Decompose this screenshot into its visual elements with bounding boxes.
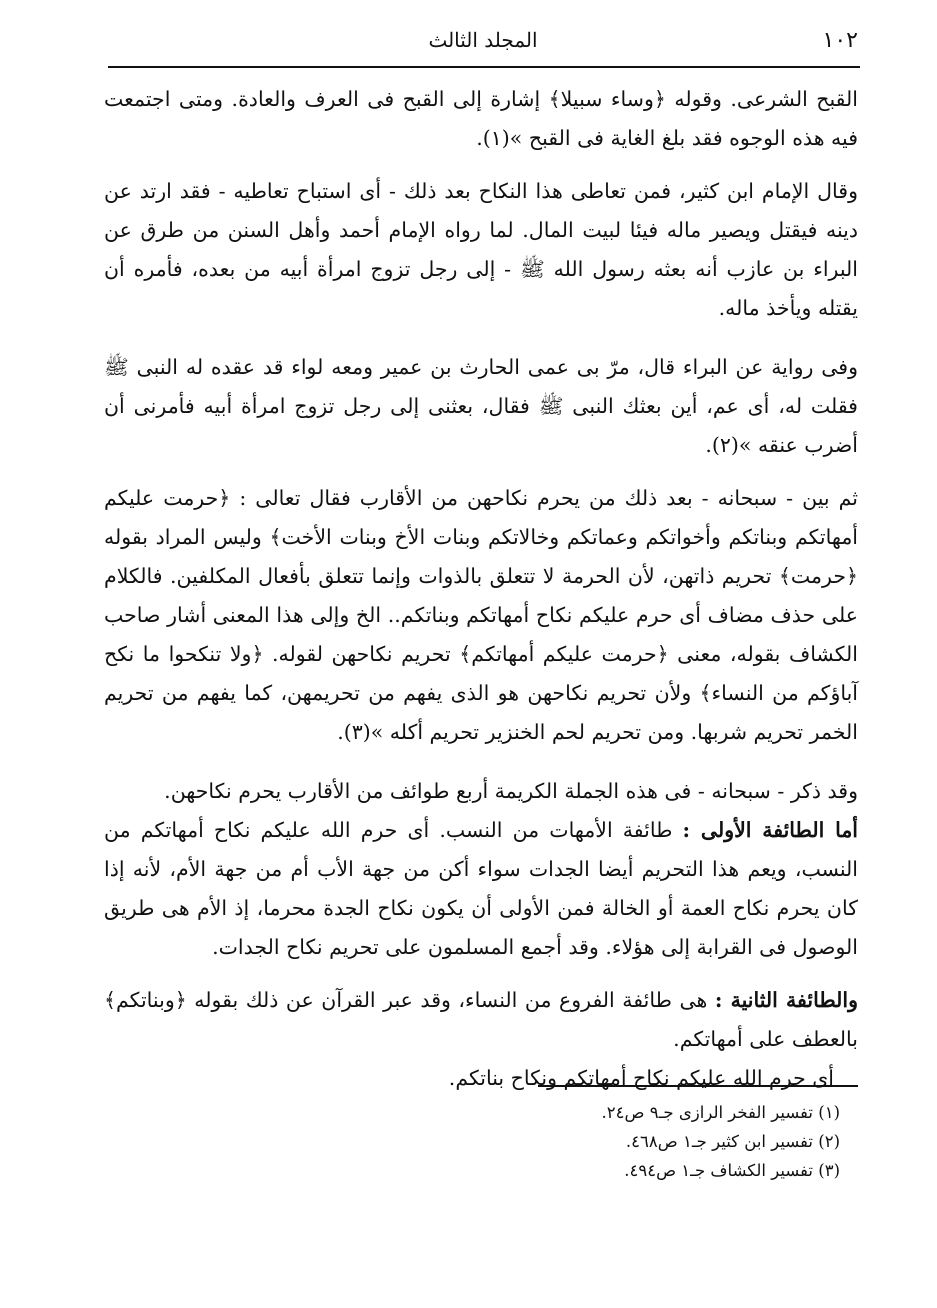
paragraph-2: وقال الإمام ابن كثير، فمن تعاطى هذا النكاح بعد ذلك - أى استباح تعاطيه - فقد ارتد عن دينه فيقتل ويصير ماله فيئا لبيت المال. لما رواه الإمام أحمد وأهل السنن من طرق عن البراء بن عازب أنه بعثه رسول الله ﷺ - إلى رجل تزوج امرأة أبيه من بعده، فأمره أن يقتله ويأخذ ماله. (104, 179, 858, 320)
running-title: المجلد الثالث (428, 28, 538, 52)
paragraph-6 (104, 811, 858, 967)
footnote-1: (١) تفسير الفخر الرازى جـ٩ ص٢٤. (601, 1103, 840, 1122)
page-header (108, 24, 858, 64)
page-number: ١٠٢ (822, 28, 858, 53)
paragraph-5: وقد ذكر - سبحانه - فى هذه الجملة الكريمة أربع طوائف من الأقارب يحرم نكاحهن. (164, 779, 858, 803)
footnote-3: (٣) تفسير الكشاف جـ١ ص٤٩٤. (624, 1161, 840, 1180)
paragraph-8: أى حرم الله عليكم نكاح أمهاتكم ونكاح بناتكم. (448, 1066, 834, 1090)
paragraph-6-text: طائفة الأمهات من النسب. أى حرم الله عليكم نكاح أمهاتكم من النسب، ويعم هذا التحريم أيضا الجدات سواء أكن من جهة الأب أم من جهة الأم، لأنه إذا كان يحرم نكاح العمة أو الخالة فمن الأولى أن يكون نكاح الجدة محرما، إذ الأم هى طريق الوصول فى القرابة إلى هؤلاء. وقد أجمع المسلمون على تحريم نكاح الجدات. (104, 818, 858, 959)
footnotes (480, 1098, 840, 1185)
main-text (104, 80, 858, 1098)
footnote-divider (538, 1085, 858, 1087)
paragraph-4: ثم بين - سبحانه - بعد ذلك من يحرم نكاحهن من الأقارب فقال تعالى : ﴿حرمت عليكم أمهاتكم وبناتكم وأخواتكم وعماتكم وخالاتكم وبنات الأخ وبنات الأخت﴾ وليس المراد بقوله ﴿حرمت﴾ تحريم ذاتهن، لأن الحرمة لا تتعلق بالذوات وإنما تتعلق بأفعال المكلفين. فالكلام على حذف مضاف أى حرم عليكم نكاح أمهاتكم وبناتكم.. الخ وإلى هذا المعنى أشار صاحب الكشاف بقوله، معنى ﴿حرمت عليكم أمهاتكم﴾ تحريم نكاحهن لقوله. ﴿ولا تنكحوا ما نكح آباؤكم من النساء﴾ ولأن تحريم نكاحهن هو الذى يفهم من تحريمهن، كما يفهم من تحريم الخمر تحريم شربها. ومن تحريم لحم الخنزير تحريم أكله »(٣). (104, 486, 858, 744)
paragraph-1: القبح الشرعى. وقوله ﴿وساء سبيلا﴾ إشارة إلى القبح فى العرف والعادة. ومتى اجتمعت فيه هذه الوجوه فقد بلغ الغاية فى القبح »(١). (104, 87, 858, 150)
paragraph-3: وفى رواية عن البراء قال، مرّ بى عمى الحارث بن عمير ومعه لواء قد عقده له النبى ﷺ فقلت له، أى عم، أين بعثك النبى ﷺ فقال، بعثنى إلى رجل تزوج امرأة أبيه فأمرنى أن أضرب عنقه »(٢). (104, 355, 858, 457)
paragraph-7-text: هى طائفة الفروع من النساء، وقد عبر القرآن عن ذلك بقوله ﴿وبناتكم﴾ بالعطف على أمهاتكم. (104, 988, 858, 1051)
footnote-2: (٢) تفسير ابن كثير جـ١ ص٤٦٨. (625, 1132, 840, 1151)
paragraph-7 (104, 981, 858, 1059)
paragraph-6-lead: أما الطائفة الأولى : (682, 818, 858, 842)
paragraph-7-lead: والطائفة الثانية : (714, 988, 858, 1012)
header-divider (108, 66, 860, 68)
